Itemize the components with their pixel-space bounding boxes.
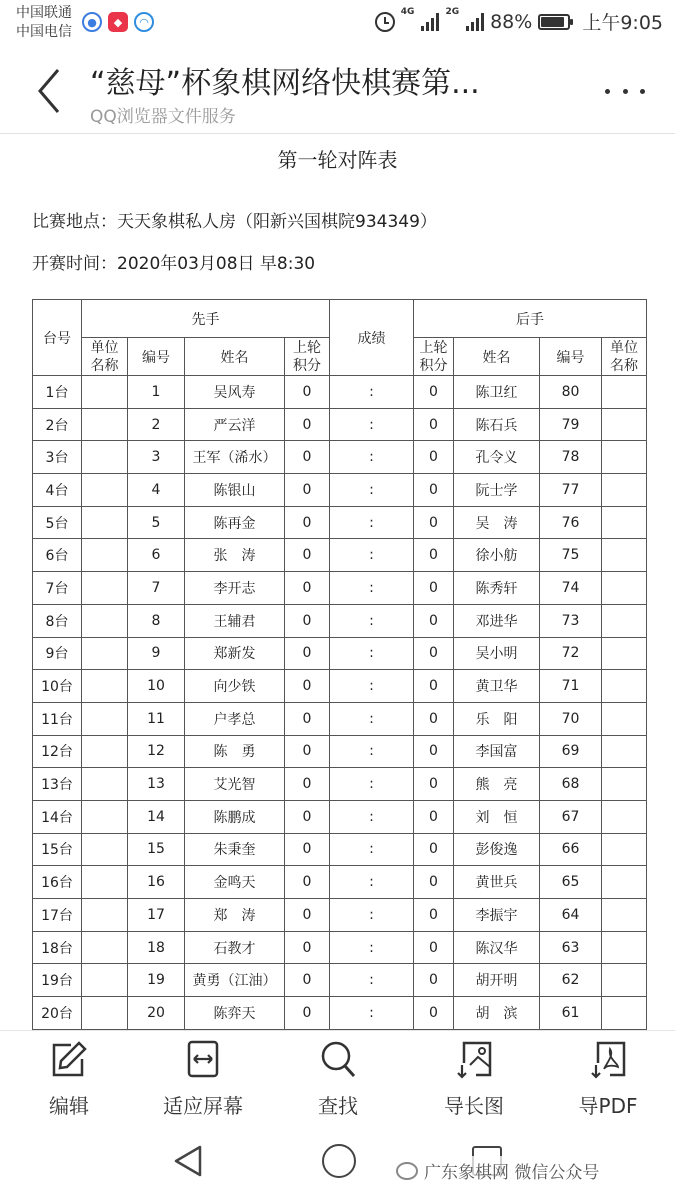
cell-second-unit	[602, 408, 647, 441]
table-row	[33, 572, 647, 605]
more-dot	[623, 89, 628, 94]
cell-second-name: 邓进华	[454, 604, 540, 637]
cell-second-name: 吴 涛	[454, 506, 540, 539]
cell-second-number: 70	[540, 702, 602, 735]
cell-table-no: 8台	[33, 604, 82, 637]
cell-second-unit	[602, 539, 647, 572]
cell-second-number: 75	[540, 539, 602, 572]
table-row	[33, 768, 647, 801]
cell-table-no: 17台	[33, 899, 82, 932]
cell-second-name: 黄卫华	[454, 670, 540, 703]
store-app-icon: ◆	[108, 12, 128, 32]
cell-second-score: 0	[414, 441, 454, 474]
cell-first-unit	[82, 376, 128, 409]
cell-first-name: 朱秉奎	[185, 833, 285, 866]
cell-first-number: 8	[128, 604, 185, 637]
cell-table-no: 13台	[33, 768, 82, 801]
nav-back-icon[interactable]	[172, 1144, 206, 1178]
table-row	[33, 833, 647, 866]
header-table-no: 台号	[33, 300, 82, 376]
table-row	[33, 702, 647, 735]
cell-first-name: 陈鹏成	[185, 800, 285, 833]
clock: 上午9:05	[582, 12, 663, 34]
cell-second-number: 74	[540, 572, 602, 605]
cell-second-unit	[602, 964, 647, 997]
cell-table-no: 15台	[33, 833, 82, 866]
cell-first-unit	[82, 572, 128, 605]
cell-second-unit	[602, 931, 647, 964]
cell-first-unit	[82, 604, 128, 637]
cell-first-unit	[82, 702, 128, 735]
export-image-label: 导长图	[444, 1094, 504, 1118]
header-number: 编号	[128, 338, 185, 376]
cell-second-score: 0	[414, 702, 454, 735]
cell-second-score: 0	[414, 670, 454, 703]
cell-result: :	[330, 604, 414, 637]
cell-first-score: 0	[285, 474, 330, 507]
header-first-player: 先手	[82, 300, 330, 338]
table-row	[33, 604, 647, 637]
header-number-2: 编号	[540, 338, 602, 376]
cell-second-score: 0	[414, 964, 454, 997]
cell-first-score: 0	[285, 637, 330, 670]
cell-result: :	[330, 376, 414, 409]
table-row	[33, 735, 647, 768]
table-row	[33, 539, 647, 572]
cell-second-score: 0	[414, 899, 454, 932]
document-title: 第一轮对阵表	[277, 148, 398, 172]
cell-table-no: 9台	[33, 637, 82, 670]
cell-result: :	[330, 637, 414, 670]
cell-first-name: 黄勇（江油）	[185, 964, 285, 997]
cell-second-score: 0	[414, 539, 454, 572]
signal-2-icon	[466, 13, 484, 31]
cell-first-number: 7	[128, 572, 185, 605]
network-type-2: 2G	[445, 7, 460, 17]
browser-header	[0, 46, 675, 134]
cell-second-number: 65	[540, 866, 602, 899]
cell-second-name: 熊 亮	[454, 768, 540, 801]
cell-first-score: 0	[285, 670, 330, 703]
header-score-line1: 上轮	[293, 339, 321, 356]
cell-result: :	[330, 768, 414, 801]
cell-table-no: 11台	[33, 702, 82, 735]
cell-first-unit	[82, 441, 128, 474]
cell-table-no: 12台	[33, 735, 82, 768]
cell-second-score: 0	[414, 637, 454, 670]
cell-first-name: 艾光智	[185, 768, 285, 801]
cell-second-unit	[602, 572, 647, 605]
cell-second-name: 黄世兵	[454, 866, 540, 899]
header-score2-line2: 积分	[419, 357, 448, 374]
header-score	[285, 338, 330, 376]
nav-home-icon[interactable]	[322, 1144, 356, 1178]
cell-result: :	[330, 899, 414, 932]
cell-first-number: 6	[128, 539, 185, 572]
cell-table-no: 4台	[33, 474, 82, 507]
cell-first-score: 0	[285, 506, 330, 539]
start-time-line: 开赛时间：2020年03月08日 早8:30	[32, 254, 316, 274]
cell-first-number: 14	[128, 800, 185, 833]
cell-second-unit	[602, 376, 647, 409]
export-image-icon	[454, 1039, 494, 1079]
table-row	[33, 997, 647, 1030]
cell-result: :	[330, 441, 414, 474]
more-dot	[640, 89, 645, 94]
table-row	[33, 376, 647, 409]
cell-second-name: 孔令义	[454, 441, 540, 474]
export-pdf-icon	[588, 1039, 628, 1079]
cell-second-unit	[602, 735, 647, 768]
cell-first-number: 3	[128, 441, 185, 474]
cell-first-name: 石教才	[185, 931, 285, 964]
table-row	[33, 408, 647, 441]
cell-second-number: 69	[540, 735, 602, 768]
weather-app-icon: ●	[82, 12, 102, 32]
find-button[interactable]	[305, 1039, 371, 1119]
table-row	[33, 964, 647, 997]
cell-first-score: 0	[285, 997, 330, 1030]
table-row	[33, 899, 647, 932]
cell-first-score: 0	[285, 833, 330, 866]
cell-table-no: 7台	[33, 572, 82, 605]
cell-first-score: 0	[285, 376, 330, 409]
cell-second-number: 67	[540, 800, 602, 833]
cell-second-number: 78	[540, 441, 602, 474]
cell-first-unit	[82, 670, 128, 703]
watermark	[390, 1156, 605, 1185]
cell-second-name: 陈卫红	[454, 376, 540, 409]
cell-second-score: 0	[414, 800, 454, 833]
cell-first-unit	[82, 833, 128, 866]
cell-table-no: 1台	[33, 376, 82, 409]
cell-first-number: 17	[128, 899, 185, 932]
cell-first-unit	[82, 866, 128, 899]
pairings-body	[33, 376, 647, 1030]
cell-first-name: 陈银山	[185, 474, 285, 507]
table-row	[33, 931, 647, 964]
cell-first-number: 12	[128, 735, 185, 768]
cell-table-no: 10台	[33, 670, 82, 703]
table-row	[33, 506, 647, 539]
fit-screen-icon	[183, 1039, 223, 1079]
cell-table-no: 14台	[33, 800, 82, 833]
cell-first-name: 王军（浠水）	[185, 441, 285, 474]
export-pdf-label: 导PDF	[578, 1094, 638, 1118]
cell-first-unit	[82, 539, 128, 572]
cell-first-name: 王辅君	[185, 604, 285, 637]
pairings-table	[32, 299, 647, 1030]
cell-second-unit	[602, 800, 647, 833]
chevron-left-icon	[30, 66, 70, 116]
cell-first-number: 13	[128, 768, 185, 801]
cell-first-unit	[82, 931, 128, 964]
cell-table-no: 5台	[33, 506, 82, 539]
header-unit2-line1: 单位	[610, 339, 638, 356]
cell-result: :	[330, 931, 414, 964]
cell-result: :	[330, 572, 414, 605]
cell-first-name: 陈弈天	[185, 997, 285, 1030]
cell-second-number: 63	[540, 931, 602, 964]
cell-first-number: 11	[128, 702, 185, 735]
cell-first-unit	[82, 997, 128, 1030]
cell-first-score: 0	[285, 539, 330, 572]
cell-second-number: 80	[540, 376, 602, 409]
table-row	[33, 637, 647, 670]
cell-first-number: 5	[128, 506, 185, 539]
cell-first-number: 19	[128, 964, 185, 997]
cell-first-score: 0	[285, 441, 330, 474]
cell-second-unit	[602, 702, 647, 735]
cell-second-name: 徐小舫	[454, 539, 540, 572]
carrier-2: 中国电信	[16, 24, 72, 40]
cell-second-unit	[602, 604, 647, 637]
cell-first-number: 4	[128, 474, 185, 507]
fit-screen-button[interactable]	[153, 1039, 253, 1119]
cell-second-score: 0	[414, 604, 454, 637]
cell-first-score: 0	[285, 899, 330, 932]
cell-table-no: 16台	[33, 866, 82, 899]
cell-second-score: 0	[414, 997, 454, 1030]
cell-second-unit	[602, 768, 647, 801]
cell-second-number: 71	[540, 670, 602, 703]
cell-second-score: 0	[414, 833, 454, 866]
cell-second-name: 李振宇	[454, 899, 540, 932]
cell-table-no: 2台	[33, 408, 82, 441]
cell-second-unit	[602, 441, 647, 474]
header-name-2: 姓名	[454, 338, 540, 376]
cell-second-number: 73	[540, 604, 602, 637]
cell-second-number: 61	[540, 997, 602, 1030]
cell-second-unit	[602, 866, 647, 899]
cell-result: :	[330, 997, 414, 1030]
carrier-info	[16, 4, 72, 42]
cell-first-name: 户孝总	[185, 702, 285, 735]
cell-first-unit	[82, 899, 128, 932]
cell-first-name: 吴风寿	[185, 376, 285, 409]
cell-second-score: 0	[414, 376, 454, 409]
export-image-button[interactable]	[432, 1039, 516, 1119]
cell-second-name: 胡 滨	[454, 997, 540, 1030]
fit-screen-label: 适应屏幕	[163, 1094, 243, 1118]
cell-second-score: 0	[414, 735, 454, 768]
cell-first-number: 10	[128, 670, 185, 703]
edit-icon	[49, 1039, 89, 1079]
export-pdf-button[interactable]	[570, 1039, 646, 1119]
search-icon	[318, 1039, 358, 1079]
cell-first-number: 2	[128, 408, 185, 441]
cell-first-unit	[82, 474, 128, 507]
cell-second-number: 66	[540, 833, 602, 866]
signal-1-icon	[421, 13, 439, 31]
cell-first-unit	[82, 506, 128, 539]
cell-first-score: 0	[285, 866, 330, 899]
cell-result: :	[330, 670, 414, 703]
cell-second-score: 0	[414, 572, 454, 605]
cell-second-name: 李国富	[454, 735, 540, 768]
cell-second-unit	[602, 833, 647, 866]
cell-result: :	[330, 833, 414, 866]
cell-second-unit	[602, 997, 647, 1030]
cell-first-score: 0	[285, 604, 330, 637]
header-score2-line1: 上轮	[419, 339, 448, 356]
cell-first-number: 20	[128, 997, 185, 1030]
cell-second-number: 68	[540, 768, 602, 801]
alarm-icon	[375, 12, 395, 32]
edit-button[interactable]	[38, 1039, 100, 1119]
cell-second-number: 62	[540, 964, 602, 997]
wechat-logo-icon	[396, 1162, 418, 1180]
header-score-2	[414, 338, 454, 376]
cell-first-unit	[82, 768, 128, 801]
more-dots-icon	[605, 89, 610, 94]
carrier-1: 中国联通	[16, 5, 72, 21]
table-row	[33, 670, 647, 703]
table-row	[33, 474, 647, 507]
cell-first-number: 16	[128, 866, 185, 899]
header-unit-line2: 名称	[90, 357, 119, 374]
cell-first-score: 0	[285, 768, 330, 801]
cell-first-number: 9	[128, 637, 185, 670]
cell-first-name: 张 涛	[185, 539, 285, 572]
cell-table-no: 6台	[33, 539, 82, 572]
header-unit-2	[602, 338, 647, 376]
cell-result: :	[330, 408, 414, 441]
cell-first-unit	[82, 408, 128, 441]
header-unit2-line2: 名称	[610, 357, 638, 374]
cell-result: :	[330, 866, 414, 899]
table-row	[33, 866, 647, 899]
cell-second-name: 陈汉华	[454, 931, 540, 964]
header-result: 成绩	[330, 300, 414, 376]
cell-first-number: 15	[128, 833, 185, 866]
cell-table-no: 3台	[33, 441, 82, 474]
cell-second-score: 0	[414, 408, 454, 441]
cell-result: :	[330, 800, 414, 833]
page-source: QQ浏览器文件服务	[90, 107, 236, 127]
cell-second-name: 彭俊逸	[454, 833, 540, 866]
cell-result: :	[330, 506, 414, 539]
cell-first-name: 金鸣天	[185, 866, 285, 899]
find-label: 查找	[318, 1094, 358, 1118]
cell-second-unit	[602, 506, 647, 539]
page-title: “慈母”杯象棋网络快棋赛第...	[90, 66, 480, 101]
cell-second-name: 陈秀轩	[454, 572, 540, 605]
cell-second-unit	[602, 670, 647, 703]
cell-second-name: 阮士学	[454, 474, 540, 507]
venue-line: 比赛地点：天天象棋私人房（阳新兴国棋院934349）	[32, 212, 437, 232]
table-row	[33, 800, 647, 833]
cell-result: :	[330, 702, 414, 735]
cell-second-score: 0	[414, 474, 454, 507]
cell-first-unit	[82, 637, 128, 670]
cell-first-name: 郑新发	[185, 637, 285, 670]
cell-first-score: 0	[285, 964, 330, 997]
cell-second-name: 胡开明	[454, 964, 540, 997]
more-button[interactable]	[605, 84, 645, 98]
cell-first-name: 李开志	[185, 572, 285, 605]
bottom-toolbar	[0, 1030, 675, 1122]
cell-table-no: 20台	[33, 997, 82, 1030]
cell-second-score: 0	[414, 866, 454, 899]
status-indicators	[375, 8, 663, 35]
table-row	[33, 441, 647, 474]
cell-second-score: 0	[414, 506, 454, 539]
cell-first-name: 向少铁	[185, 670, 285, 703]
cell-first-name: 陈再金	[185, 506, 285, 539]
cell-first-number: 18	[128, 931, 185, 964]
cell-second-number: 76	[540, 506, 602, 539]
back-button[interactable]	[30, 66, 70, 116]
cell-result: :	[330, 539, 414, 572]
header-score-line2: 积分	[293, 357, 321, 374]
cell-second-unit	[602, 899, 647, 932]
cell-second-number: 72	[540, 637, 602, 670]
cell-second-score: 0	[414, 768, 454, 801]
cell-first-score: 0	[285, 800, 330, 833]
cell-result: :	[330, 474, 414, 507]
header-unit-line1: 单位	[90, 339, 119, 356]
battery-percent: 88%	[490, 10, 533, 33]
cell-result: :	[330, 964, 414, 997]
cell-first-name: 郑 涛	[185, 899, 285, 932]
cell-first-score: 0	[285, 735, 330, 768]
cell-second-name: 乐 阳	[454, 702, 540, 735]
cell-first-unit	[82, 964, 128, 997]
cell-first-name: 陈 勇	[185, 735, 285, 768]
network-type-1: 4G	[400, 7, 415, 17]
cell-first-unit	[82, 800, 128, 833]
cell-table-no: 18台	[33, 931, 82, 964]
watermark-text: 广东象棋网 微信公众号	[424, 1163, 600, 1183]
header-name: 姓名	[185, 338, 285, 376]
cell-second-number: 77	[540, 474, 602, 507]
status-app-icons	[82, 12, 154, 32]
cell-first-score: 0	[285, 408, 330, 441]
cell-second-unit	[602, 474, 647, 507]
header-second-player: 后手	[414, 300, 647, 338]
cell-first-score: 0	[285, 931, 330, 964]
system-nav-bar	[0, 1122, 675, 1200]
header-unit	[82, 338, 128, 376]
status-bar	[0, 0, 675, 46]
cell-first-score: 0	[285, 702, 330, 735]
cell-second-number: 64	[540, 899, 602, 932]
cell-second-unit	[602, 637, 647, 670]
cell-table-no: 19台	[33, 964, 82, 997]
cell-second-score: 0	[414, 931, 454, 964]
cell-second-name: 刘 恒	[454, 800, 540, 833]
edit-label: 编辑	[49, 1094, 89, 1118]
cell-first-name: 严云洋	[185, 408, 285, 441]
cell-first-number: 1	[128, 376, 185, 409]
battery-icon	[538, 14, 570, 30]
cell-result: :	[330, 735, 414, 768]
cell-first-score: 0	[285, 572, 330, 605]
cell-second-name: 吴小明	[454, 637, 540, 670]
cell-first-unit	[82, 735, 128, 768]
cloud-app-icon: ◠	[134, 12, 154, 32]
cell-second-name: 陈石兵	[454, 408, 540, 441]
cell-second-number: 79	[540, 408, 602, 441]
